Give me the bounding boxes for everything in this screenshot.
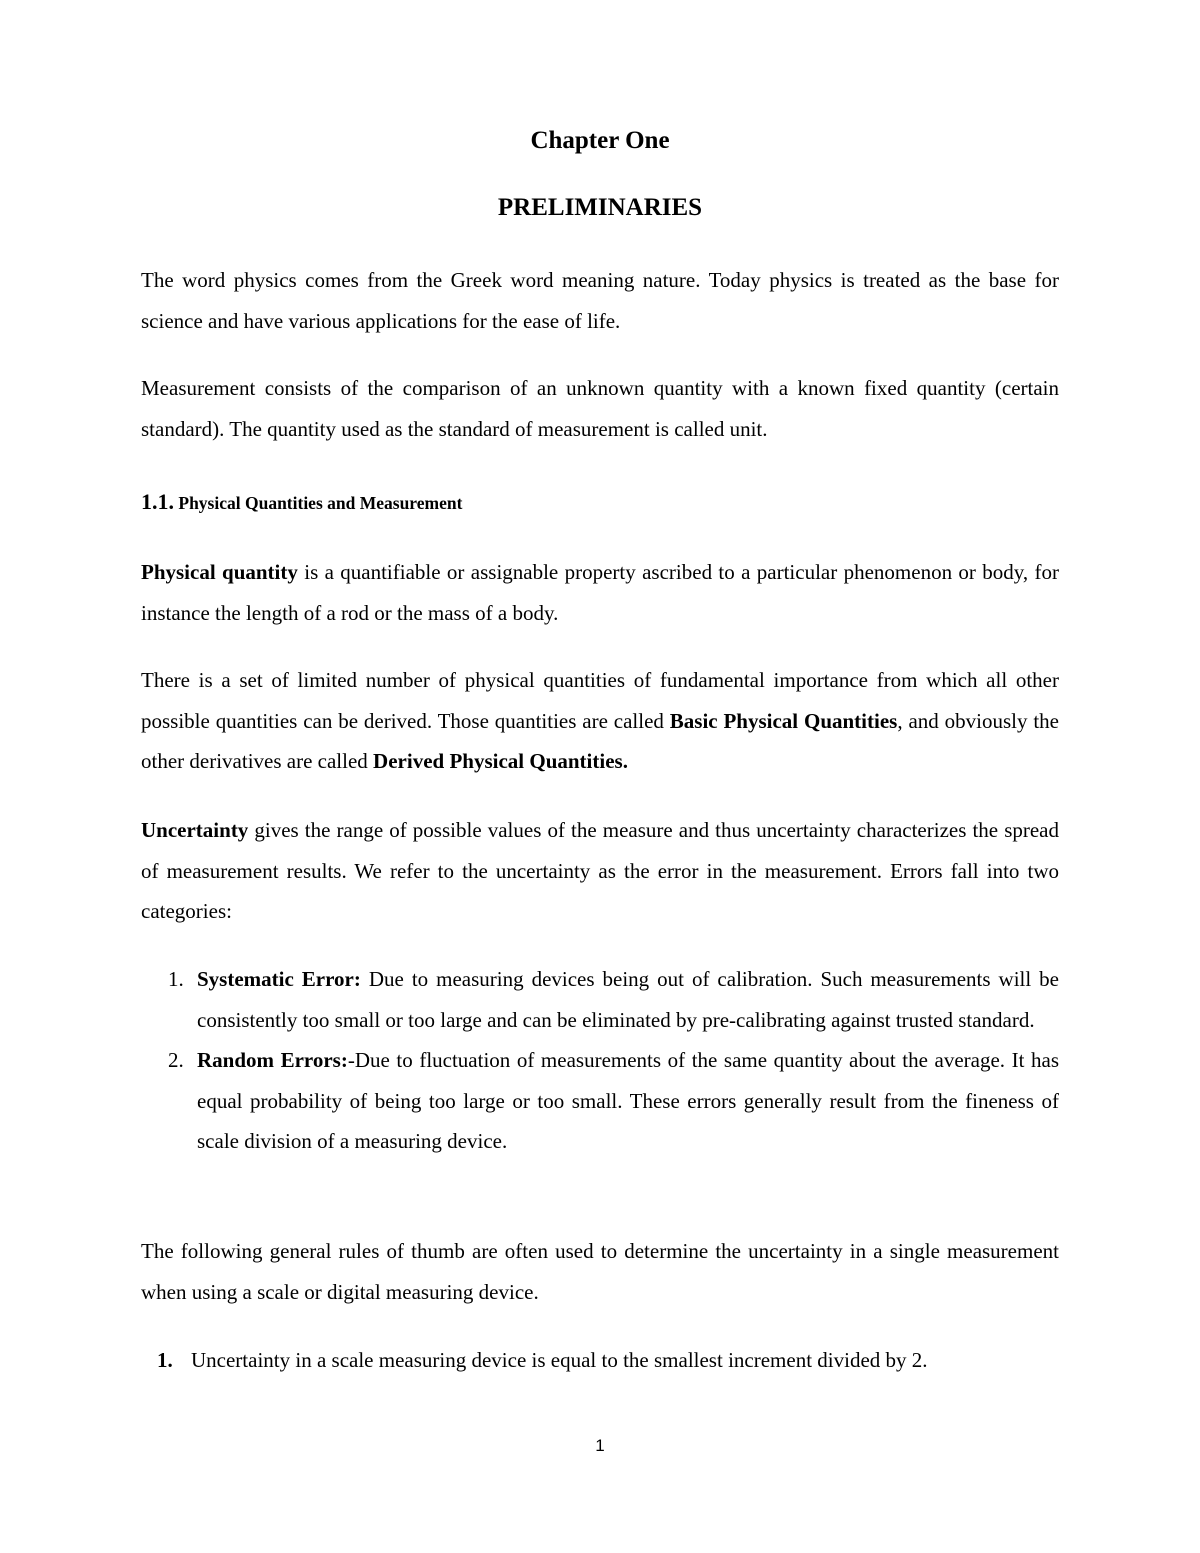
basic-derived-text2: , and obviously the other derivatives are called xyxy=(141,708,1059,773)
list-item xyxy=(141,1340,1059,1381)
rules-paragraph: The following general rules of thumb are often used to determine the uncertainty in a single measurement when using a scale or digital measuring device. xyxy=(141,1239,1059,1304)
error-list xyxy=(141,959,1059,1162)
list-item xyxy=(141,959,1059,1040)
basic-derived-paragraph xyxy=(141,660,1059,782)
physical-quantity-paragraph xyxy=(141,552,1059,633)
uncertainty-term: Uncertainty xyxy=(141,818,249,842)
subsection-title: Physical Quantities and Measurement xyxy=(178,493,463,513)
chapter-title: Chapter One xyxy=(530,127,670,154)
systematic-error-term: Systematic Error: xyxy=(197,967,361,991)
page-number: 1 xyxy=(595,1436,605,1455)
list-item xyxy=(141,1040,1059,1162)
uncertainty-paragraph xyxy=(141,810,1059,932)
subsection-heading xyxy=(141,484,1059,521)
subsection-number: 1.1. xyxy=(141,489,174,514)
rules-list xyxy=(141,1340,1059,1381)
physical-quantity-term: Physical quantity xyxy=(141,560,298,584)
physical-quantity-text: is a quantifiable or assignable property ascribed to a particular phenomenon or body, for instance the length of a rod or the mass of a body. xyxy=(141,560,1059,625)
list-marker: 1. xyxy=(168,967,184,991)
section-title: PRELIMINARIES xyxy=(497,194,703,221)
basic-derived-text1: There is a set of limited number of physical quantities of fundamental importance from which all other possible quantities can be derived. Those quantities are called xyxy=(141,668,1059,733)
basic-quantities-term: Basic Physical Quantities xyxy=(669,708,898,733)
random-error-text: -Due to fluctuation of measurements of the same quantity about the average. It has equal probability of being too large or too small. These errors generally result from the fineness of scale division of a measuring device. xyxy=(197,1048,1060,1153)
measurement-paragraph: Measurement consists of the comparison of an unknown quantity with a known fixed quantity (certain standard). The quantity used as the standard of measurement is called unit. xyxy=(141,376,1059,441)
list-marker: 1. xyxy=(157,1348,173,1372)
list-marker: 2. xyxy=(168,1048,184,1072)
uncertainty-text: gives the range of possible values of the measure and thus uncertainty characterizes the spread of measurement results. We refer to the uncertainty as the error in the measurement. Errors fall into two categories: xyxy=(141,818,1059,923)
systematic-error-text: Due to measuring devices being out of calibration. Such measurements will be consistently too small or too large and can be eliminated by pre-calibrating against trusted standard. xyxy=(197,967,1059,1032)
rule-text: Uncertainty in a scale measuring device is equal to the smallest increment divided by 2. xyxy=(191,1348,928,1372)
random-error-term: Random Errors: xyxy=(197,1048,348,1072)
derived-quantities-term: Derived Physical Quantities. xyxy=(373,749,628,773)
intro-paragraph: The word physics comes from the Greek word meaning nature. Today physics is treated as the base for science and have various applications for the ease of life. xyxy=(141,268,1059,333)
